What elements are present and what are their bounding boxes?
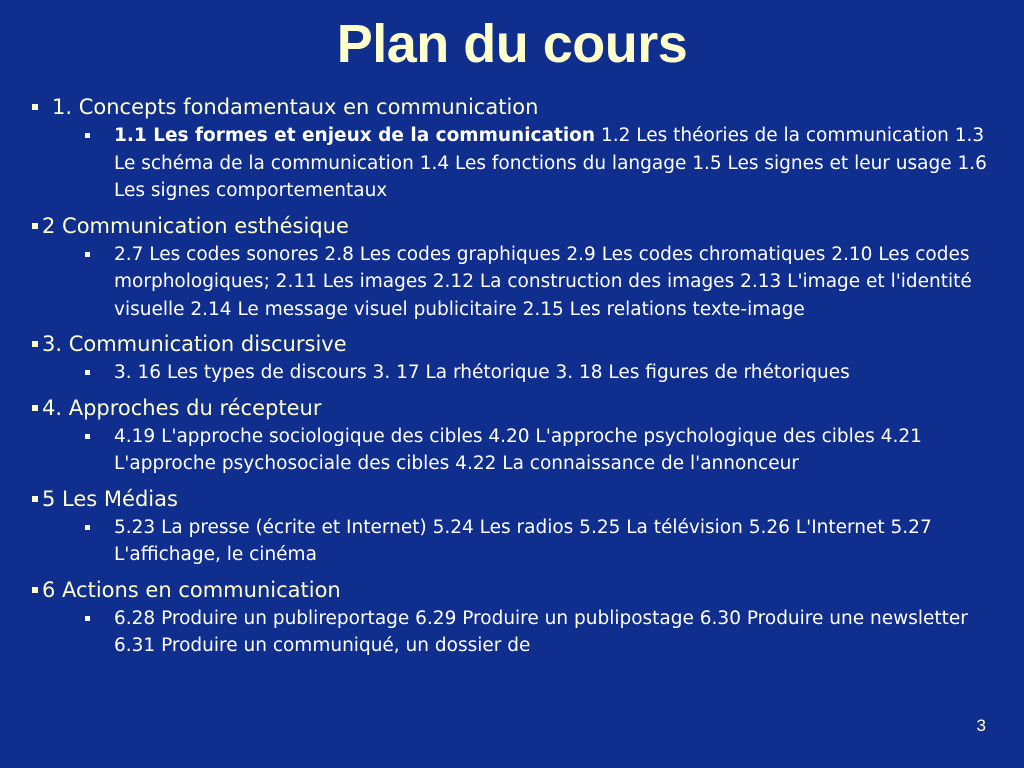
square-bullet-icon: [85, 133, 90, 138]
square-bullet-icon: [85, 616, 90, 621]
slide-content: [32, 92, 992, 666]
section-heading-text: 1. Concepts fondamentaux en communication: [52, 95, 539, 119]
square-bullet-icon: [32, 223, 38, 229]
section-items-text: 3. 16 Les types de discours 3. 17 La rhétorique 3. 18 Les figures de rhétoriques: [114, 362, 850, 383]
section-items-text: 2.7 Les codes sonores 2.8 Les codes graphiques 2.9 Les codes chromatiques 2.10 Les codes morphologiques; 2.11 Les images 2.12 La construction des images 2.13 L'image et l'identité visuelle 2.14 Le message visuel publicitaire 2.15 Les relations texte-image: [114, 243, 972, 320]
section-5: [32, 484, 992, 569]
section-1: [32, 92, 992, 205]
square-bullet-icon: [32, 587, 38, 593]
section-items: [114, 241, 992, 324]
section-3: [32, 329, 992, 387]
section-heading-text: 3. Communication discursive: [42, 332, 347, 356]
section-heading: [32, 393, 992, 423]
section-heading-text: 6 Actions en communication: [42, 577, 341, 602]
section-items: [114, 359, 992, 387]
section-items-text: 5.23 La presse (écrite et Internet) 5.24 Les radios 5.25 La télévision 5.26 L'Internet 5.27 L'affichage, le cinéma: [114, 516, 932, 565]
section-items: [114, 122, 992, 205]
section-2: [32, 211, 992, 324]
section-items: [114, 514, 992, 569]
square-bullet-icon: [85, 252, 90, 257]
section-heading: [32, 329, 992, 359]
section-heading: [32, 211, 992, 241]
section-items-text: 4.19 L'approche sociologique des cibles 4.20 L'approche psychologique des cibles 4.21 L'approche psychosociale des cibles 4.22 La connaissance de l'annonceur: [114, 425, 922, 474]
square-bullet-icon: [32, 341, 38, 347]
square-bullet-icon: [32, 405, 38, 411]
section-items-text: 1.2 Les théories de la communication 1.3 Le schéma de la communication 1.4 Les fonctions du langage 1.5 Les signes et leur usage 1.6 Les signes comportementaux: [114, 125, 987, 201]
square-bullet-icon: [85, 434, 90, 439]
section-heading: [32, 92, 992, 122]
square-bullet-icon: [85, 525, 90, 530]
slide-title: Plan du cours: [336, 14, 688, 74]
section-items-text: 6.28 Produire un publireportage 6.29 Produire un publipostage 6.30 Produire une newsletter 6.31 Produire un communiqué, un dossier de: [114, 607, 968, 656]
section-heading: [32, 575, 992, 605]
section-6: [32, 575, 992, 660]
section-items: [114, 605, 992, 660]
section-item-bold: 1.1 Les formes et enjeux de la communication: [114, 125, 596, 146]
section-4: [32, 393, 992, 478]
section-heading: [32, 484, 992, 514]
square-bullet-icon: [32, 496, 38, 502]
section-heading-text: 4. Approches du récepteur: [42, 395, 322, 420]
page-number: 3: [976, 716, 986, 735]
section-heading-text: 2 Communication esthésique: [42, 213, 349, 238]
square-bullet-icon: [32, 104, 38, 110]
section-heading-text: 5 Les Médias: [42, 486, 178, 511]
section-items: [114, 423, 992, 478]
square-bullet-icon: [85, 370, 90, 375]
